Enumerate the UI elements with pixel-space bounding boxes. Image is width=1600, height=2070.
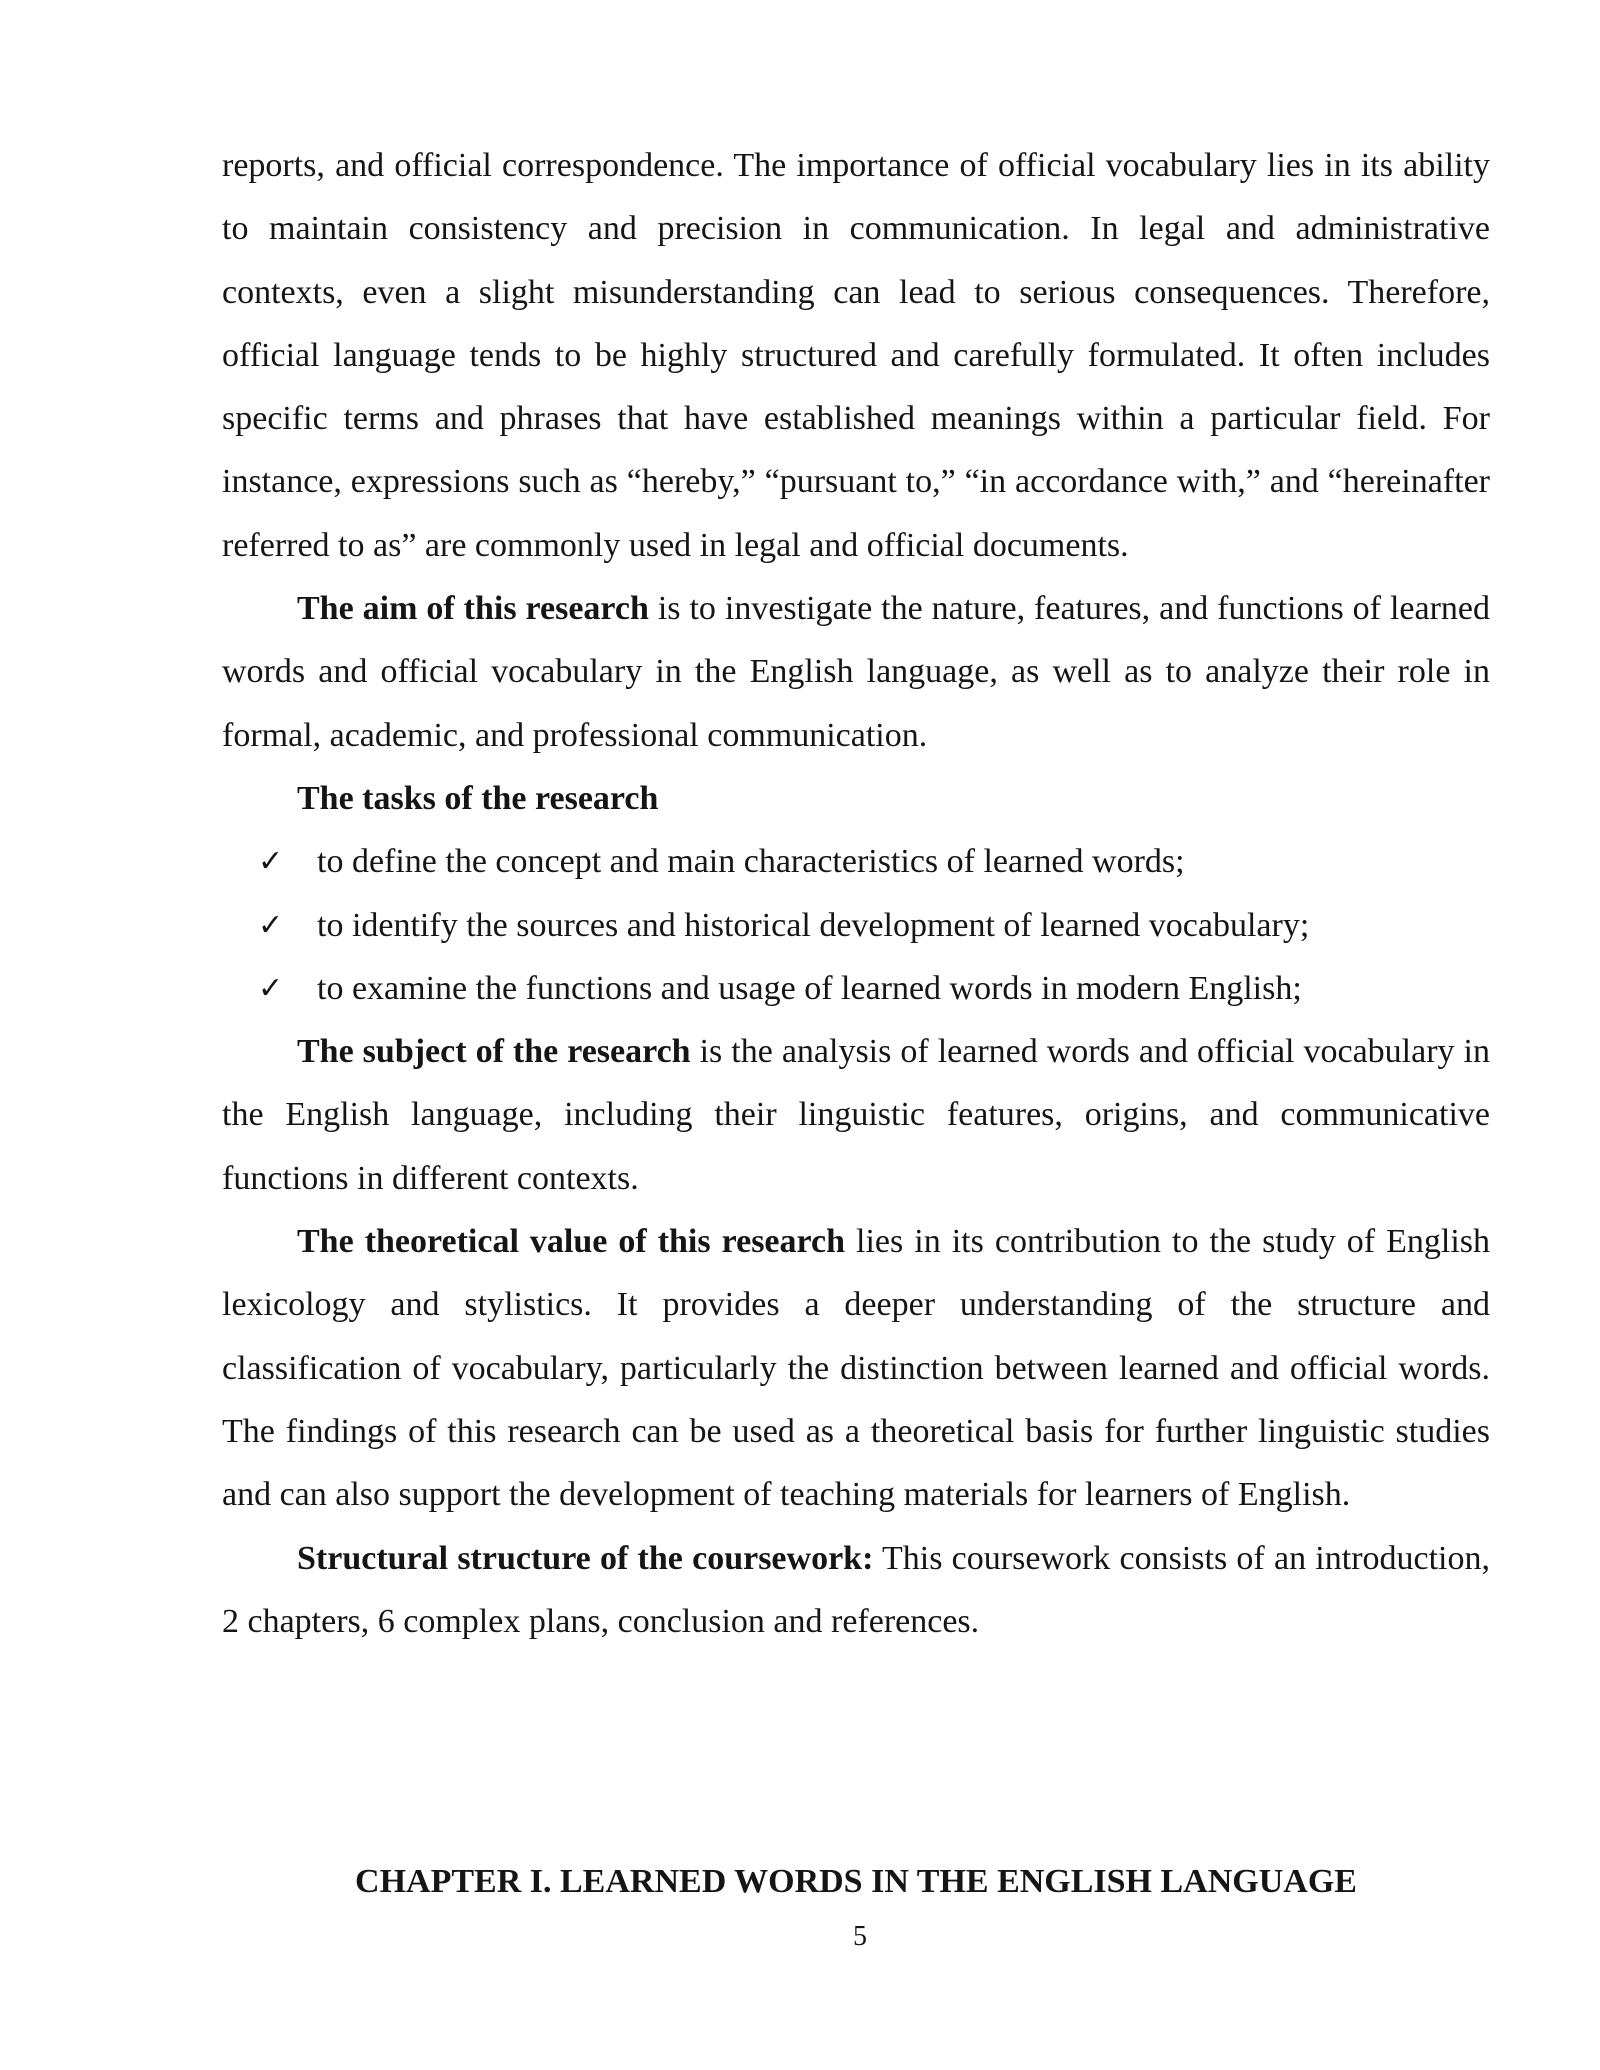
page-number: 5 (853, 1921, 867, 1952)
theoretical-value-label: The theoretical value of this research (297, 1223, 845, 1261)
checkmark-icon: ✓ (258, 907, 284, 943)
aim-text: is to investigate the nature, features, and functions of learned words and official vocabulary in the English language, as well as to analyze their role in formal, academic, and professional communication. (222, 590, 1490, 754)
task-text: to examine the functions and usage of learned words in modern English; (317, 969, 1302, 1007)
tasks-list (222, 830, 1490, 1020)
structure-text: This coursework consists of an introduction, 2 chapters, 6 complex plans, conclusion and references. (222, 1539, 1491, 1640)
checkmark-icon: ✓ (258, 970, 284, 1006)
theoretical-value-paragraph (222, 1210, 1490, 1526)
structure-paragraph (222, 1527, 1490, 1654)
task-item (222, 957, 1490, 1020)
theoretical-value-text: lies in its contribution to the study of English lexicology and stylistics. It provides a deeper understanding of the structure and classification of vocabulary, particularly the distinction between learned and official words. The findings of this research can be used as a theoretical basis for further linguistic studies and can also support the development of teaching materials for learners of English. (222, 1223, 1490, 1514)
opening-paragraph: reports, and official correspondence. The importance of official vocabulary lies in its ability to maintain consistency and precision in communication. In legal and administrative contexts, even a slight misunderstanding can lead to serious consequences. Therefore, official language tends to be highly structured and carefully formulated. It often includes specific terms and phrases that have established meanings within a particular field. For instance, expressions such as “hereby,” “pursuant to,” “in accordance with,” and “hereinafter referred to as” are commonly used in legal and official documents. (222, 147, 1490, 564)
task-text: to identify the sources and historical development of learned vocabulary; (317, 906, 1310, 944)
subject-text: is the analysis of learned words and official vocabulary in the English language, including their linguistic features, origins, and communicative functions in different contexts. (222, 1033, 1490, 1197)
chapter-title: CHAPTER I. LEARNED WORDS IN THE ENGLISH LANGUAGE (355, 1863, 1357, 1900)
task-text: to define the concept and main characteristics of learned words; (317, 843, 1185, 881)
subject-paragraph (222, 1020, 1490, 1210)
tasks-heading: The tasks of the research (297, 779, 659, 817)
task-item (222, 894, 1490, 957)
aim-paragraph (222, 577, 1490, 767)
aim-label: The aim of this research (297, 590, 649, 628)
checkmark-icon: ✓ (258, 844, 284, 880)
task-item (222, 830, 1490, 893)
subject-label: The subject of the research (297, 1033, 691, 1071)
structure-label: Structural structure of the coursework: (297, 1539, 874, 1577)
body-text (222, 134, 1490, 1653)
